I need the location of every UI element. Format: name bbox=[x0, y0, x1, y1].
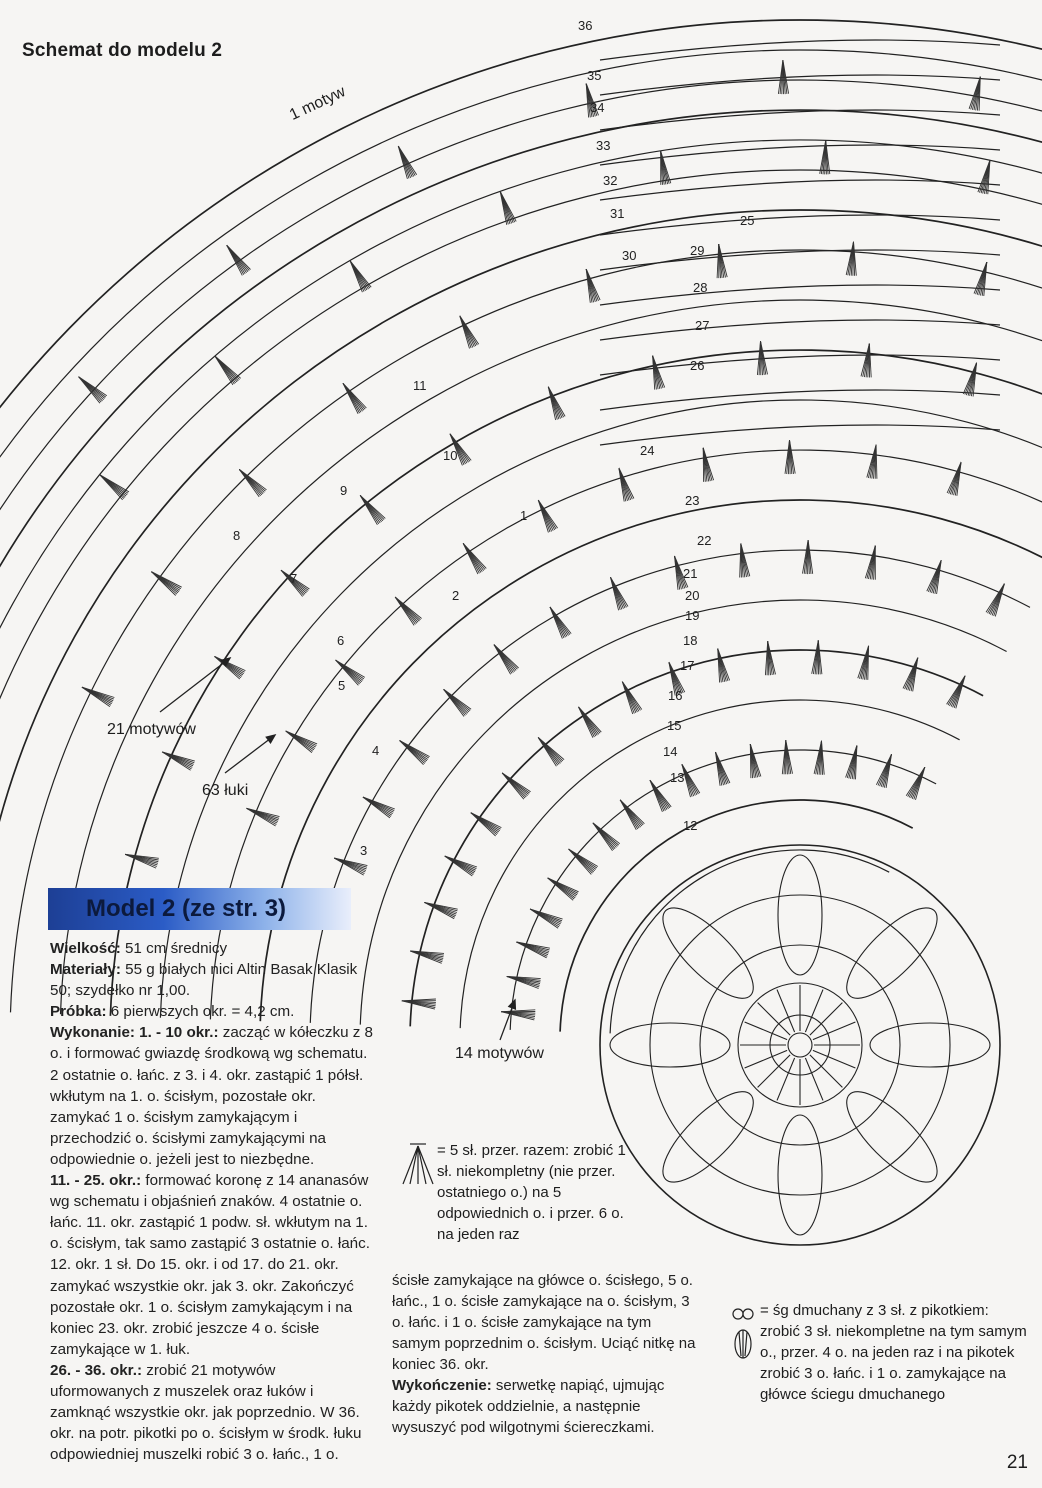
round-number: 33 bbox=[596, 138, 611, 153]
motif-petal bbox=[650, 1079, 766, 1195]
shell-fan bbox=[717, 244, 727, 278]
shell-fan bbox=[986, 584, 1004, 617]
rounds-26-36-label: 26. - 36. okr.: bbox=[50, 1361, 143, 1379]
shell-fan bbox=[402, 999, 436, 1009]
round-number: 15 bbox=[667, 718, 682, 733]
round-arc bbox=[0, 50, 1042, 1005]
round-number: 34 bbox=[590, 100, 605, 115]
shell-fan bbox=[501, 1010, 535, 1020]
motif-spoke bbox=[745, 1050, 788, 1068]
finishing-line bbox=[392, 1375, 702, 1438]
shell-fan bbox=[444, 689, 472, 716]
round-arc bbox=[0, 170, 1042, 1010]
motif-petal bbox=[834, 895, 950, 1011]
sample-label: Próbka: bbox=[50, 1003, 107, 1021]
callout-arrowhead bbox=[266, 735, 275, 743]
shell-fan bbox=[100, 475, 129, 500]
round-arc bbox=[260, 500, 1042, 1021]
round-number: 23 bbox=[685, 493, 700, 508]
motif-petal bbox=[778, 1115, 822, 1235]
round-number: 27 bbox=[695, 318, 710, 333]
round-number: 20 bbox=[685, 588, 700, 603]
round-number: 32 bbox=[603, 173, 618, 188]
round-number: 12 bbox=[683, 818, 698, 833]
round-number: 14 bbox=[663, 744, 678, 759]
shell-fan bbox=[460, 316, 479, 349]
shell-fan bbox=[903, 658, 918, 692]
round-arc bbox=[600, 425, 1000, 445]
round-number: 16 bbox=[668, 688, 683, 703]
round-number: 31 bbox=[610, 206, 625, 221]
page-number: 21 bbox=[1006, 1452, 1028, 1473]
label-21-motifs: 21 motywów bbox=[107, 721, 196, 738]
shell-fan bbox=[215, 356, 241, 385]
round-number: 9 bbox=[340, 483, 348, 498]
model-header-text: Model 2 (ze str. 3) bbox=[86, 895, 287, 922]
rounds-11-25 bbox=[50, 1170, 375, 1360]
shell-fan bbox=[846, 746, 857, 780]
legend-puff bbox=[727, 1300, 1027, 1405]
shell-fan bbox=[538, 500, 557, 532]
round-number: 11 bbox=[413, 378, 427, 393]
execution-label: Wykonanie: 1. - 10 okr.: bbox=[50, 1024, 219, 1042]
shell-fan bbox=[974, 262, 987, 296]
shell-fan bbox=[445, 856, 477, 876]
shell-fan bbox=[969, 77, 980, 111]
sample-line bbox=[50, 1001, 375, 1022]
puff-stitch-icon bbox=[727, 1304, 759, 1364]
round-number: 19 bbox=[685, 608, 700, 623]
motif-spoke bbox=[777, 990, 795, 1033]
round-number: 25 bbox=[740, 213, 755, 228]
shell-fan bbox=[502, 773, 530, 799]
shell-fan bbox=[162, 752, 195, 770]
round-arc bbox=[560, 800, 913, 1032]
round-number: 4 bbox=[372, 743, 380, 758]
shell-fan bbox=[550, 607, 571, 639]
shell-fan bbox=[151, 572, 181, 596]
round-number: 30 bbox=[622, 248, 637, 263]
cluster-symbol-icon bbox=[400, 1142, 436, 1188]
shell-fan bbox=[410, 951, 444, 963]
round-number: 8 bbox=[233, 528, 241, 543]
shell-fan bbox=[363, 797, 395, 818]
label-63-arcs: 63 łuki bbox=[202, 782, 249, 799]
shell-fan bbox=[750, 744, 761, 778]
motif-spoke bbox=[805, 1058, 823, 1101]
shell-fan bbox=[765, 641, 775, 675]
shell-fan bbox=[716, 752, 730, 786]
motif-petal bbox=[650, 895, 766, 1011]
motif-petal bbox=[778, 855, 822, 975]
shell-fan bbox=[619, 468, 634, 502]
legend-cluster-text: = 5 sł. przer. razem: zrobić 1 sł. niekompletny (nie przer. ostatniego o.) na 5 odpowiednich o. i przer. 6 o. na jeden raz bbox=[437, 1142, 626, 1243]
shell-fan bbox=[803, 540, 813, 574]
round-number: 22 bbox=[697, 533, 712, 548]
shell-fan bbox=[927, 560, 941, 594]
round-arc bbox=[210, 450, 1042, 1019]
motif-petal bbox=[610, 1023, 730, 1067]
round-number: 24 bbox=[640, 443, 655, 458]
shell-fan bbox=[569, 849, 598, 874]
shell-fan bbox=[239, 469, 266, 497]
execution-text: zacząć w kółeczku z 8 o. i formować gwiazdę środkową wg schematu. 2 ostatnie o. łańc. z 3. i 4. okr. zastąpić 1 półsł. wkłutym na 1. o. ścisłym, pozostałe okr. zamykać 1 o. ścisłym zamykającym i przechodzić o. ścisłymi zamykającymi na odpowiednie o. jeżeli jest to niezbędne. bbox=[50, 1024, 373, 1168]
shell-fan bbox=[507, 976, 541, 988]
shell-fan bbox=[586, 269, 600, 303]
round-arc bbox=[600, 180, 1000, 200]
shell-fan bbox=[812, 640, 822, 674]
legend-cluster bbox=[400, 1140, 640, 1245]
size-label: Wielkość: bbox=[50, 940, 121, 957]
shell-fan bbox=[360, 495, 385, 524]
middle-text bbox=[392, 1270, 702, 1438]
round-number: 29 bbox=[690, 243, 705, 258]
legend-puff-text: = ś​g dmuchany z 3 sł. z pikotkiem: zrobić 3 sł. niekompletne na tym samym o., przer. 4 o. na jeden raz i na pikotek zrobić 3 o. łańc. i 1 o. zamykające na główce ściegu dmuchanego bbox=[760, 1302, 1027, 1403]
shell-fan bbox=[703, 448, 713, 482]
label-1-motif: 1 motyw bbox=[286, 83, 349, 124]
motif-spoke bbox=[777, 1058, 795, 1101]
round-number: 21 bbox=[683, 566, 698, 581]
materials-text: 55 g białych nici Altin Basak Klasik 50; szydełko nr 1,00. bbox=[50, 961, 358, 1000]
page-title: Schemat do modelu 2 bbox=[22, 40, 223, 61]
round-number: 28 bbox=[693, 280, 708, 295]
shell-fan bbox=[622, 682, 642, 714]
round-arc bbox=[600, 285, 1000, 305]
label-14-motifs: 14 motywów bbox=[455, 1045, 544, 1062]
middle-paragraph: ścisłe zamykające na główce o. ścisłego, 5 o. łańc., 1 o. ścisłe zamykające na o. ścisłym, 3 o. łańc. i 1 o. ścisłe zamykające na tym samym poprzednim o. ścisłym. Uciąć nitkę na koniec 36. okr. bbox=[392, 1272, 696, 1373]
shell-fan bbox=[785, 440, 795, 474]
round-arc bbox=[0, 80, 1042, 1006]
motif-spoke bbox=[745, 1022, 788, 1040]
round-number: 1 bbox=[520, 508, 528, 523]
shell-fan bbox=[395, 597, 421, 625]
round-number: 6 bbox=[337, 633, 345, 648]
materials-label: Materiały: bbox=[50, 961, 121, 979]
shell-fan bbox=[963, 363, 976, 397]
motif-ring bbox=[650, 895, 950, 1195]
motif-spoke bbox=[813, 1050, 856, 1068]
round-number: 36 bbox=[578, 18, 593, 33]
round-arc bbox=[600, 145, 1000, 165]
motif-ring bbox=[788, 1033, 812, 1057]
shell-fan bbox=[350, 261, 371, 293]
round-number: 35 bbox=[587, 68, 602, 83]
finishing-label: Wykończenie: bbox=[392, 1377, 492, 1394]
size-line bbox=[50, 938, 375, 959]
callout-arrow-line bbox=[225, 735, 275, 773]
motif-spoke bbox=[805, 990, 823, 1033]
motif-petal bbox=[834, 1079, 950, 1195]
callout-arrow-line bbox=[160, 658, 230, 712]
shell-fan bbox=[516, 942, 550, 958]
shell-fan bbox=[650, 780, 671, 812]
shell-fan bbox=[740, 544, 750, 578]
shell-fan bbox=[906, 767, 925, 800]
materials-line bbox=[50, 959, 375, 1001]
motif-petal bbox=[870, 1023, 990, 1067]
rounds-26-36-text: zrobić 21 motywów uformowanych z muszelek oraz łuków i zamknąć wszystkie okr. jak poprzednio. W 36. okr. na potr. pikotki po o. ścisłym w środk. łuku odpowiedniej muszelki robić 3 o. łańc., 1 o. bbox=[50, 1361, 362, 1464]
round-number: 2 bbox=[452, 588, 460, 603]
shell-fan bbox=[861, 344, 871, 378]
shell-fan bbox=[865, 546, 875, 580]
round-arc bbox=[410, 650, 983, 1026]
round-number: 26 bbox=[690, 358, 705, 373]
shell-fan bbox=[846, 242, 856, 276]
round-arc bbox=[610, 850, 889, 1033]
round-number: 13 bbox=[670, 770, 685, 785]
shell-fan bbox=[814, 741, 824, 775]
shell-fan bbox=[82, 687, 114, 706]
shell-fan bbox=[653, 356, 665, 390]
round-number: 7 bbox=[290, 571, 298, 586]
round-number: 3 bbox=[360, 843, 368, 858]
shell-fan bbox=[718, 649, 730, 683]
shell-fan bbox=[782, 740, 792, 774]
finishing-text: serwetkę napiąć, ujmując każdy pikotek oddzielnie, a następnie wysuszyć pod wilgotnymi ściereczkami. bbox=[392, 1377, 665, 1436]
motif-spoke bbox=[813, 1022, 856, 1040]
shell-fan bbox=[947, 462, 961, 496]
execution-line bbox=[50, 1022, 375, 1170]
shell-fan bbox=[530, 909, 563, 928]
round-number: 18 bbox=[683, 633, 698, 648]
shell-fan bbox=[398, 146, 416, 179]
round-number: 5 bbox=[338, 678, 346, 693]
sample-text: 6 pierwszych okr. = 4,2 cm. bbox=[106, 1003, 295, 1021]
shell-fan bbox=[858, 646, 869, 680]
size-text: 51 cm średnicy bbox=[120, 940, 228, 957]
shell-fan bbox=[620, 800, 644, 830]
round-arc bbox=[600, 320, 1000, 340]
rounds-11-25-label: 11. - 25. okr.: bbox=[50, 1172, 142, 1190]
round-number: 10 bbox=[443, 448, 458, 463]
motif-ring bbox=[600, 845, 1000, 1245]
shell-fan bbox=[494, 645, 519, 675]
shell-fan bbox=[400, 741, 430, 765]
shell-fan bbox=[593, 823, 620, 851]
shell-fan bbox=[125, 854, 159, 868]
shell-fan bbox=[876, 754, 891, 788]
round-arc bbox=[600, 250, 1000, 270]
rounds-11-25-text: formować koronę z 14 ananasów wg schematu i objaśnień znaków. 4 ostatnie o. łańc. 11. okr. zastąpić 1 podw. sł. wkłutym na 1. o. ścisłym, tak samo zastąpić 3 ostatnie o. łańc. 12. okr. 1 sł. Do 15. okr. i od 17. do 21. okr. zamykać wszystkie okr. jak 3. okr. Zakończyć pozostałe okr. 1 o. ścisłym zamykającym i na koniec 23. okr. zrobić jeszcze 4 o. ścisłe zamykające w 1. łuk. bbox=[50, 1172, 370, 1358]
model-header bbox=[48, 888, 351, 930]
round-number: 17 bbox=[680, 658, 695, 673]
round-arc bbox=[600, 215, 1000, 235]
shell-fan bbox=[867, 445, 877, 479]
shell-fan bbox=[227, 245, 251, 275]
rounds-26-36 bbox=[50, 1360, 375, 1465]
instructions-column bbox=[50, 938, 375, 1465]
round-arc bbox=[600, 75, 1000, 95]
round-arc bbox=[0, 110, 1042, 1007]
shell-fan bbox=[538, 738, 564, 767]
